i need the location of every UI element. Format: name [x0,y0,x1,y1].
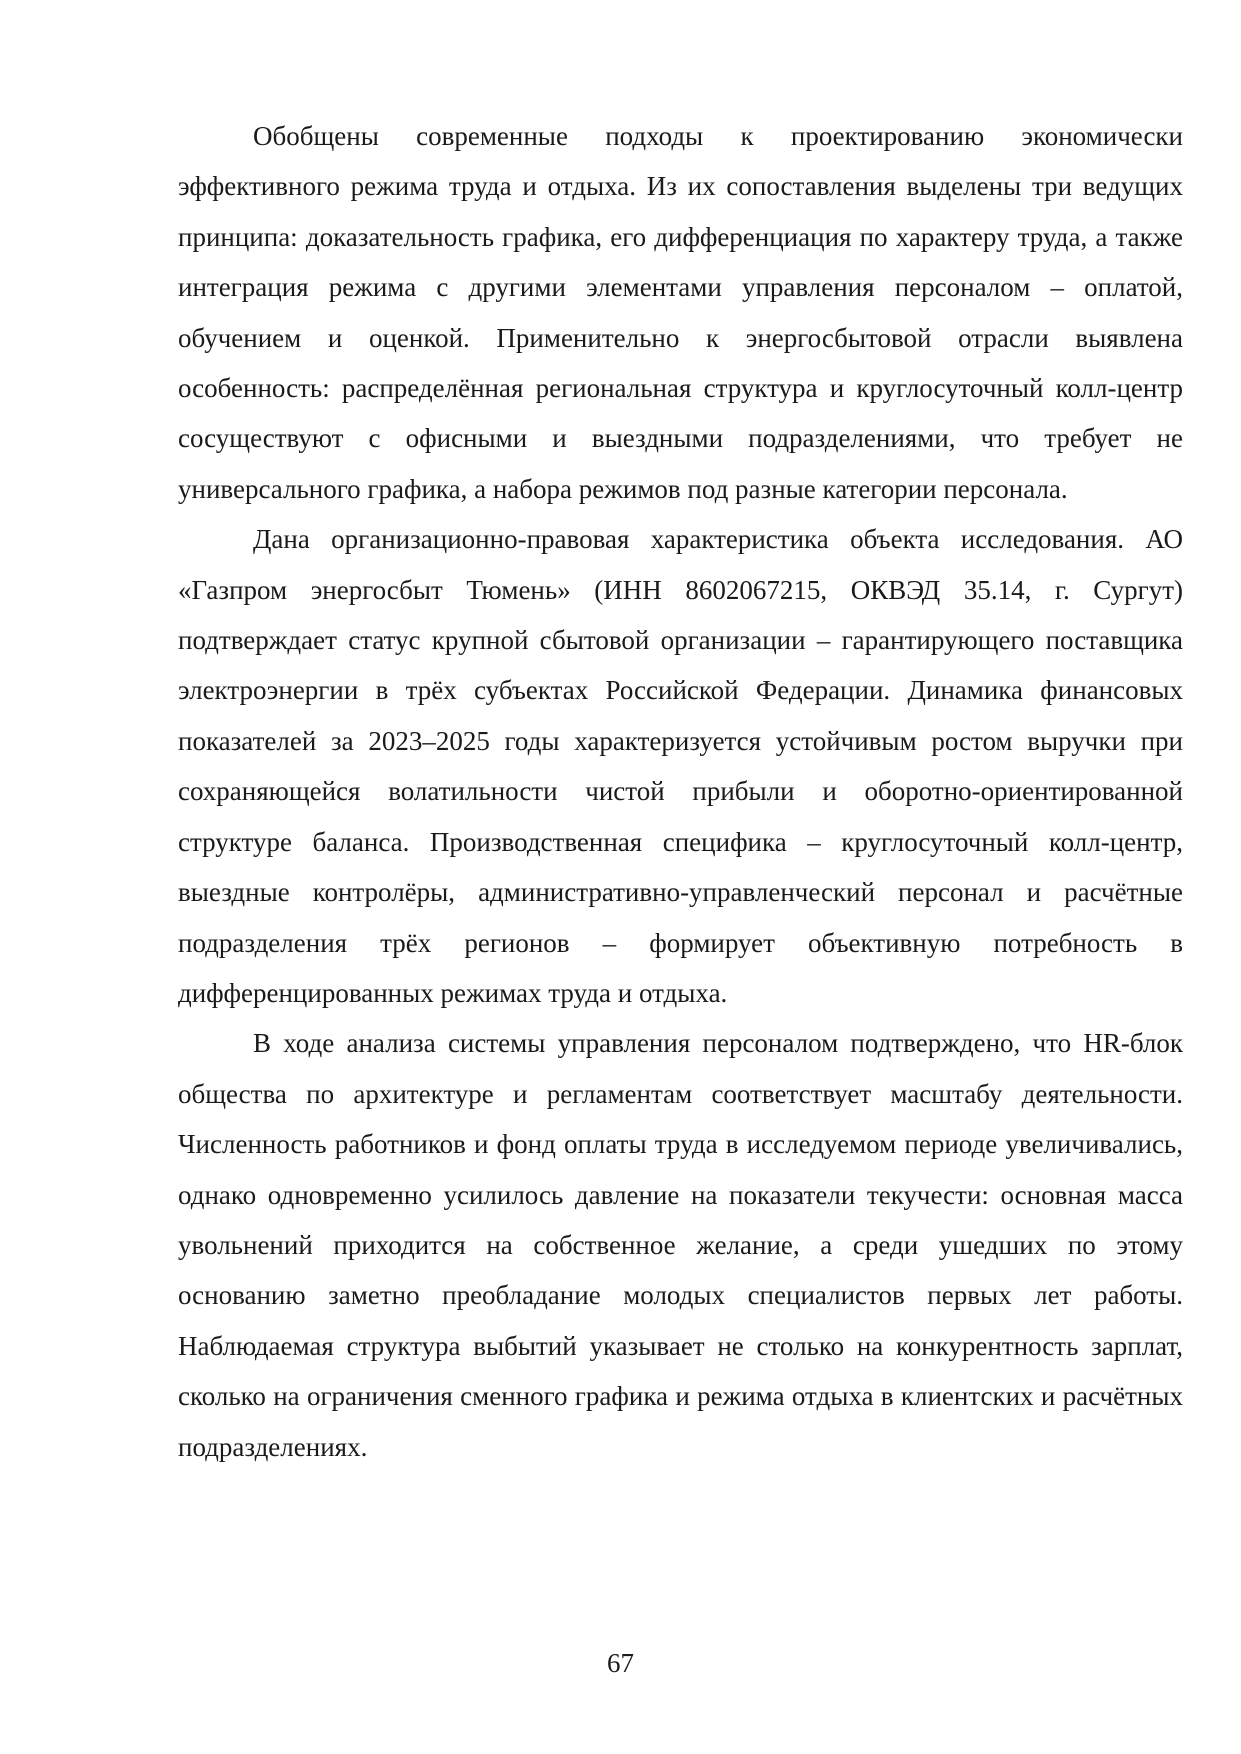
page-number: 67 [607,1648,634,1678]
document-body [178,111,1183,1472]
paragraph-organization-profile: Дана организационно-правовая характеристика объекта исследования. АО «Газпром энергосбыт Тюмень» (ИНН 8602067215, ОКВЭД 35.14, г. Сургут) подтверждает статус крупной сбытовой организации – гарантирующего поставщика электроэнергии в трёх субъектах Российской Федерации. Динамика финансовых показателей за 2023–2025 годы характеризуется устойчивым ростом выручки при сохраняющейся волатильности чистой прибыли и оборотно-ориентированной структуре баланса. Производственная специфика – круглосуточный колл-центр, выездные контролёры, административно-управленческий персонал и расчётные подразделения трёх регионов – формирует объективную потребность в дифференцированных режимах труда и отдыха. [178,524,1183,1008]
paragraph-summary-approaches: Обобщены современные подходы к проектированию экономически эффективного режима труда и отдыха. Из их сопоставления выделены три ведущих принципа: доказательность графика, его дифференциация по характеру труда, а также интеграция режима с другими элементами управления персоналом – оплатой, обучением и оценкой. Применительно к энергосбытовой отрасли выявлена особенность: распределённая региональная структура и круглосуточный колл-центр сосуществуют с офисными и выездными подразделениями, что требует не универсального графика, а набора режимов под разные категории персонала. [178,121,1183,504]
paragraph-hr-analysis: В ходе анализа системы управления персоналом подтверждено, что HR-блок общества по архитектуре и регламентам соответствует масштабу деятельности. Численность работников и фонд оплаты труда в исследуемом периоде увеличивались, однако одновременно усилилось давление на показатели текучести: основная масса увольнений приходится на собственное желание, а среди ушедших по этому основанию заметно преобладание молодых специалистов первых лет работы. Наблюдаемая структура выбытий указывает не столько на конкурентность зарплат, сколько на ограничения сменного графика и режима отдыха в клиентских и расчётных подразделениях. [178,1028,1183,1462]
